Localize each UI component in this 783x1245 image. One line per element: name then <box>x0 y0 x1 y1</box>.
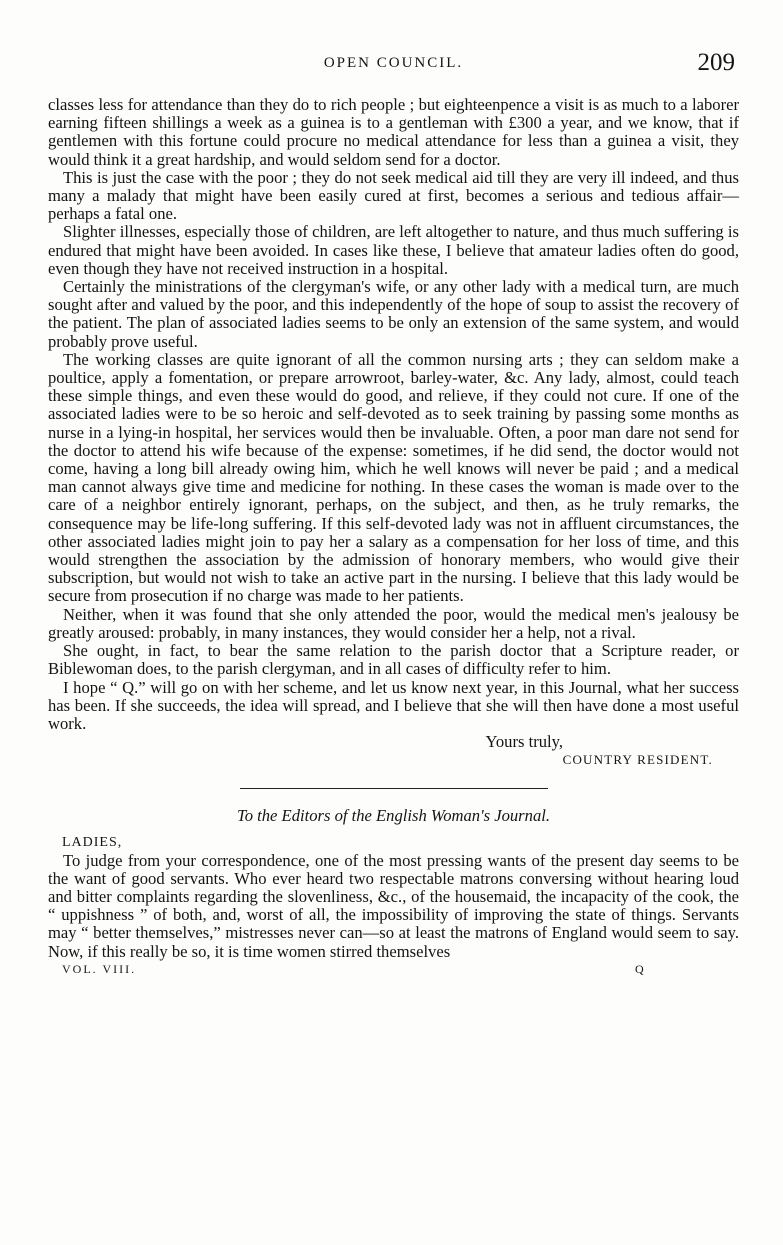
running-header <box>48 0 739 76</box>
section-divider <box>240 788 548 789</box>
paragraph: Slighter illnesses, especially those of children, are left altogether to nature, and thus much suffering is endured that might have been avoided. In cases like these, I believe that amateur ladies often do good, even though they have not received instruction in a hospital. <box>48 222 739 278</box>
running-title: OPEN COUNCIL. <box>323 55 464 71</box>
letter-one-signoff <box>48 733 739 769</box>
paragraph: Certainly the ministrations of the clergyman's wife, or any other lady with a medical turn, are much sought after and valued by the poor, and this independently of the hope of soup to assist the recovery of the patient. The plan of associated ladies seems to be only an extension of the same system, and would probably prove useful. <box>48 277 739 351</box>
signature: COUNTRY RESIDENT. <box>562 752 713 768</box>
salutation: LADIES, <box>62 834 123 850</box>
paragraph: She ought, in fact, to bear the same relation to the parish doctor that a Scripture reader, or Biblewoman does, to the parish clergyman, and in all cases of difficulty refer to him. <box>48 641 739 679</box>
paragraph: classes less for attendance than they do to rich people ; but eighteenpence a visit is as much to a laborer earning fifteen shillings a week as a guinea is to a gentleman with £300 a year, and we know, that if gentlemen with this fortune could procure no medical attendance for less than a guinea a visit, they would think it a great hardship, and would seldom send for a doctor. <box>48 95 739 169</box>
paragraph: This is just the case with the poor ; they do not seek medical aid till they are very ill indeed, and thus many a malady that might have been easily cured at first, becomes a serious and tedious affair—perhaps a fatal one. <box>48 167 739 224</box>
paragraph: The working classes are quite ignorant of all the common nursing arts ; they can seldom make a poultice, apply a fomentation, or prepare arrowroot, barley-water, &c. Any lady, almost, could teach these simple things, and even these would do good, and relieve, if they could not cure. If one of the associated ladies were to be so heroic and self-devoted as to seek training by passing some months as nurse in a lying-in hospital, her services would then be invaluable. Often, a poor man dare not send for the doctor to attend his wife because of the expense: sometimes, if he did send, the doctor would not come, having a long bill already owing him, which he well knows will never be paid ; and a medical man cannot always give time and medicine for nothing. In these cases the woman is made over to the care of a neighbor entirely ignorant, perhaps, on the subject, and then, as he truly remarks, the consequence may be life-long suffering. If this self-devoted lady was not in affluent circumstances, the other associated ladies might join to pay her a salary as a compensation for her loss of time, and this would strengthen the association by the admission of honorary members, who would give their subscription, but would not wish to take an active part in the nursing. I believe that this lady would be secure from prosecution if no charge was made to her patients. <box>48 349 739 606</box>
paragraph: I hope “ Q.” will go on with her scheme, and let us know next year, in this Journal, what her success has been. If she succeeds, the idea will spread, and I believe that she will then have done a most useful work. <box>48 677 739 733</box>
page-footer <box>48 961 739 983</box>
page-number: 209 <box>697 49 735 76</box>
letter-one-body <box>48 96 739 733</box>
closing-line: Yours truly, <box>485 732 563 752</box>
gathering-mark: Q <box>635 961 644 976</box>
letter-two-heading: To the Editors of the English Woman's Journal. <box>236 805 550 825</box>
paragraph: To judge from your correspondence, one of the most pressing wants of the present day seems to be the want of good servants. Who ever heard two respectable matrons conversing without hearing loud and bitter complaints regarding the slovenliness, &c., of the housemaid, the incapacity of the cook, the “ uppishness ” of both, and, worst of all, the impossibility of improving the state of things. Servants may “ better themselves,” mistresses never can—so at least the matrons of England would seem to say. Now, if this really be so, it is time women stirred themselves <box>48 850 739 961</box>
volume-signature: VOL. VIII. <box>62 961 137 976</box>
letter-two-body <box>48 852 739 961</box>
paragraph: Neither, when it was found that she only attended the poor, would the medical men's jealousy be greatly aroused: probably, in many instances, they would consider her a help, not a rival. <box>48 604 739 642</box>
